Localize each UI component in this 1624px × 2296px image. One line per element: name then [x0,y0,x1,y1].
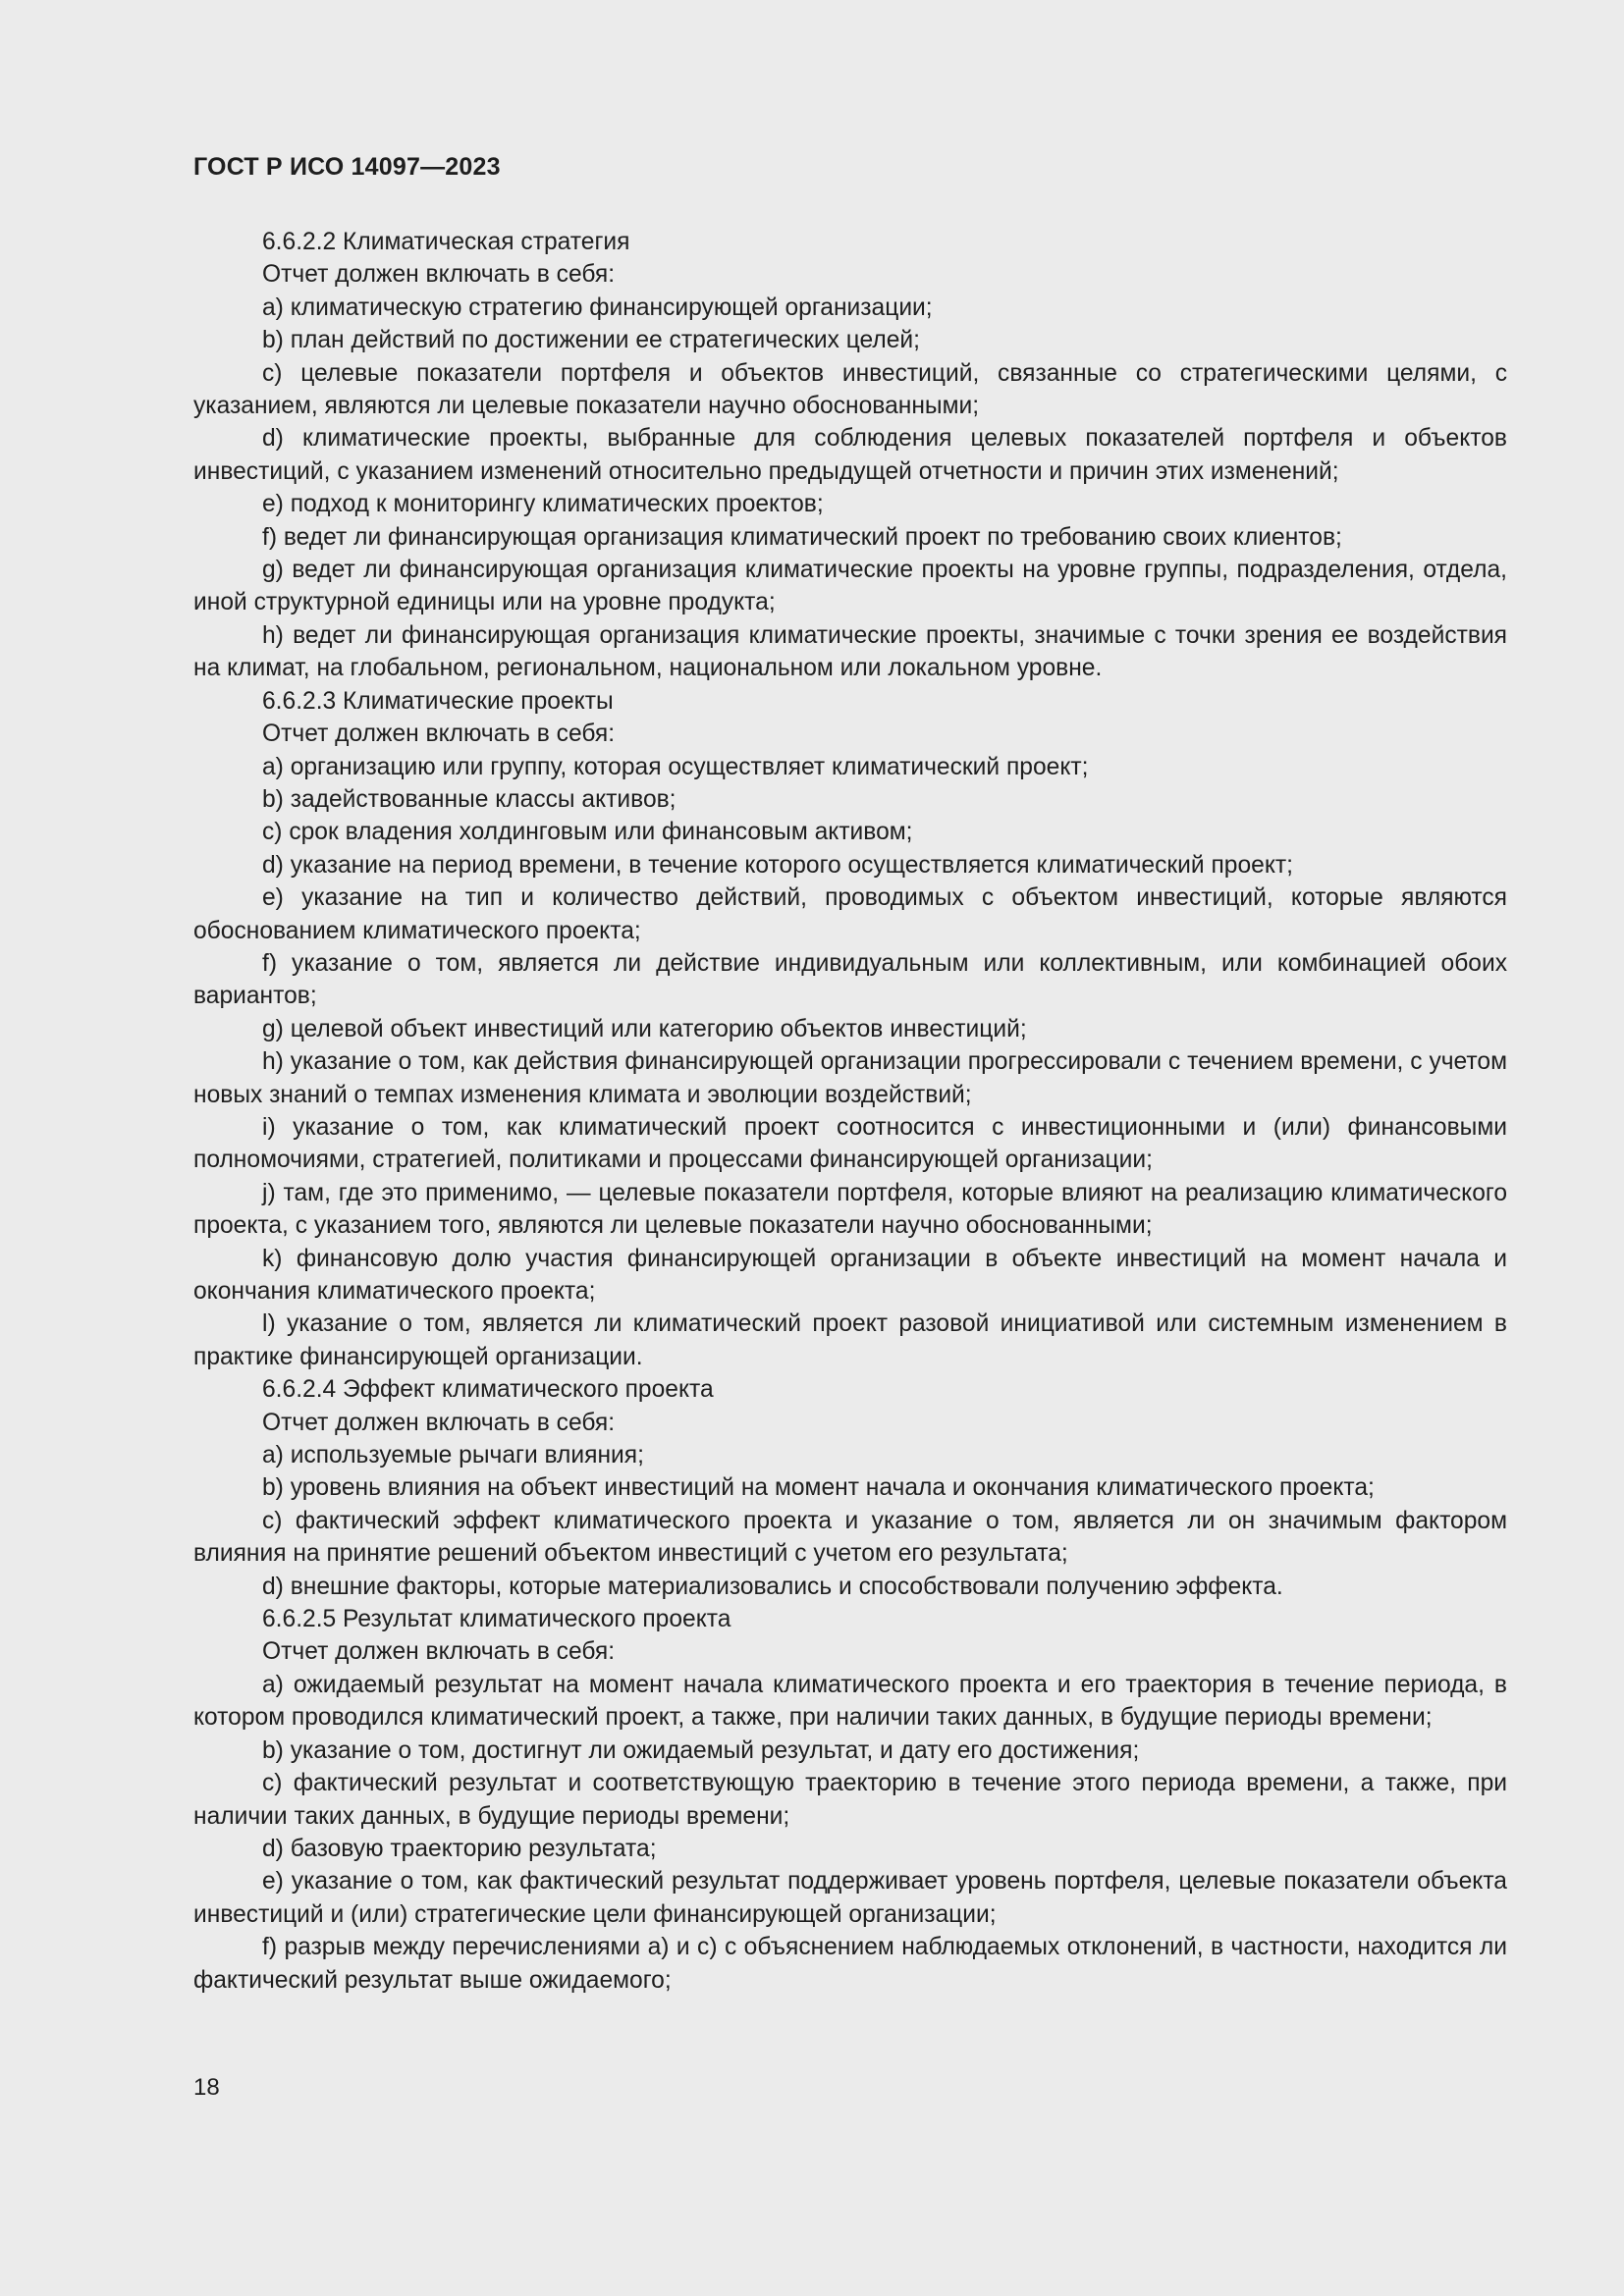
section-heading-6-6-2-4: 6.6.2.4 Эффект климатического проекта [262,1376,714,1404]
paragraph: Отчет должен включать в себя: [262,1409,616,1436]
list-item: f) ведет ли финансирующая организация климатический проект по требованию своих клиентов; [262,523,1342,551]
list-item: b) указание о том, достигнут ли ожидаемый результат, и дату его достижения; [262,1736,1140,1764]
list-item: j) там, где это применимо, — целевые показатели портфеля, которые влияют на реализацию климатического проекта, с указанием того, являются ли целевые показатели научно обоснованными; [193,1179,1507,1240]
list-item: g) ведет ли финансирующая организация климатические проекты на уровне группы, подразделения, отдела, иной структурной единицы или на уровне продукта; [193,557,1507,616]
list-item: е) указание о том, как фактический результат поддерживает уровень портфеля, целевые показатели объекта инвестиций и (или) стратегические цели финансирующей организации; [193,1868,1507,1928]
section-heading-6-6-2-5: 6.6.2.5 Результат климатического проекта [262,1606,731,1633]
list-item: b) задействованные классы активов; [262,785,677,813]
list-item: а) используемые рычаги влияния; [262,1442,644,1469]
list-item: d) климатические проекты, выбранные для соблюдения целевых показателей портфеля и объектов инвестиций, с указанием изменений относительно предыдущей отчетности и причин этих изменений; [193,425,1507,485]
list-item: е) подход к мониторингу климатических проектов; [262,491,824,518]
list-item: b) план действий по достижении ее стратегических целей; [262,327,920,354]
list-item: с) фактический результат и соответствующую траекторию в течение этого периода времени, а также, при наличии таких данных, в будущие периоды времени; [193,1770,1507,1830]
section-heading-6-6-2-3: 6.6.2.3 Климатические проекты [262,687,614,715]
list-item: f) разрыв между перечислениями а) и с) с объяснением наблюдаемых отклонений, в частности, находится ли фактический результат выше ожидаемого; [193,1934,1507,1994]
list-item: а) климатическую стратегию финансирующей организации; [262,294,933,321]
list-item: h) ведет ли финансирующая организация климатические проекты, значимые с точки зрения ее воздействия на климат, на глобальном, региональном, национальном или локальном уровне. [193,621,1507,682]
list-item: k) финансовую долю участия финансирующей организации в объекте инвестиций на момент начала и окончания климатического проекта; [193,1245,1507,1305]
section-heading-6-6-2-2: 6.6.2.2 Климатическая стратегия [262,229,630,255]
list-item: с) срок владения холдинговым или финансовым активом; [262,819,913,846]
list-item: f) указание о том, является ли действие индивидуальным или коллективным, или комбинацией обоих вариантов; [193,949,1507,1010]
list-item: h) указание о том, как действия финансирующей организации прогрессировали с течением времени, с учетом новых знаний о темпах изменения климата и эволюции воздействий; [193,1048,1507,1108]
page-number: 18 [193,2074,220,2101]
list-item: d) указание на период времени, в течение которого осуществляется климатический проект; [262,851,1293,879]
list-item: d) базовую траекторию результата; [262,1835,657,1862]
list-item: с) целевые показатели портфеля и объектов инвестиций, связанные со стратегическими целями, с указанием, являются ли целевые показатели научно обоснованными; [193,359,1507,420]
list-item: е) указание на тип и количество действий, проводимых с объектом инвестиций, которые являются обоснованием климатического проекта; [193,884,1507,944]
list-item: b) уровень влияния на объект инвестиций на момент начала и окончания климатического проекта; [262,1474,1375,1502]
paragraph: Отчет должен включать в себя: [262,1638,616,1666]
paragraph: Отчет должен включать в себя: [262,261,616,289]
document-body [193,226,1507,1997]
list-item: d) внешние факторы, которые материализовались и способствовали получению эффекта. [262,1573,1283,1600]
list-item: g) целевой объект инвестиций или категорию объектов инвестиций; [262,1015,1027,1042]
list-item: l) указание о том, является ли климатический проект разовой инициативой или системным изменением в практике финансирующей организации. [193,1310,1507,1370]
list-item: а) организацию или группу, которая осуществляет климатический проект; [262,753,1089,780]
list-item: i) указание о том, как климатический проект соотносится с инвестиционными и (или) финансовыми полномочиями, стратегией, политиками и процессами финансирующей организации; [193,1113,1507,1174]
document-header-standard-id: ГОСТ Р ИСО 14097—2023 [193,153,501,181]
list-item: а) ожидаемый результат на момент начала климатического проекта и его траектория в течение периода, в котором проводился климатический проект, а также, при наличии таких данных, в будущие периоды времени; [193,1671,1507,1732]
list-item: с) фактический эффект климатического проекта и указание о том, является ли он значимым фактором влияния на принятие решений объектом инвестиций с учетом его результата; [193,1507,1507,1568]
paragraph: Отчет должен включать в себя: [262,721,616,748]
